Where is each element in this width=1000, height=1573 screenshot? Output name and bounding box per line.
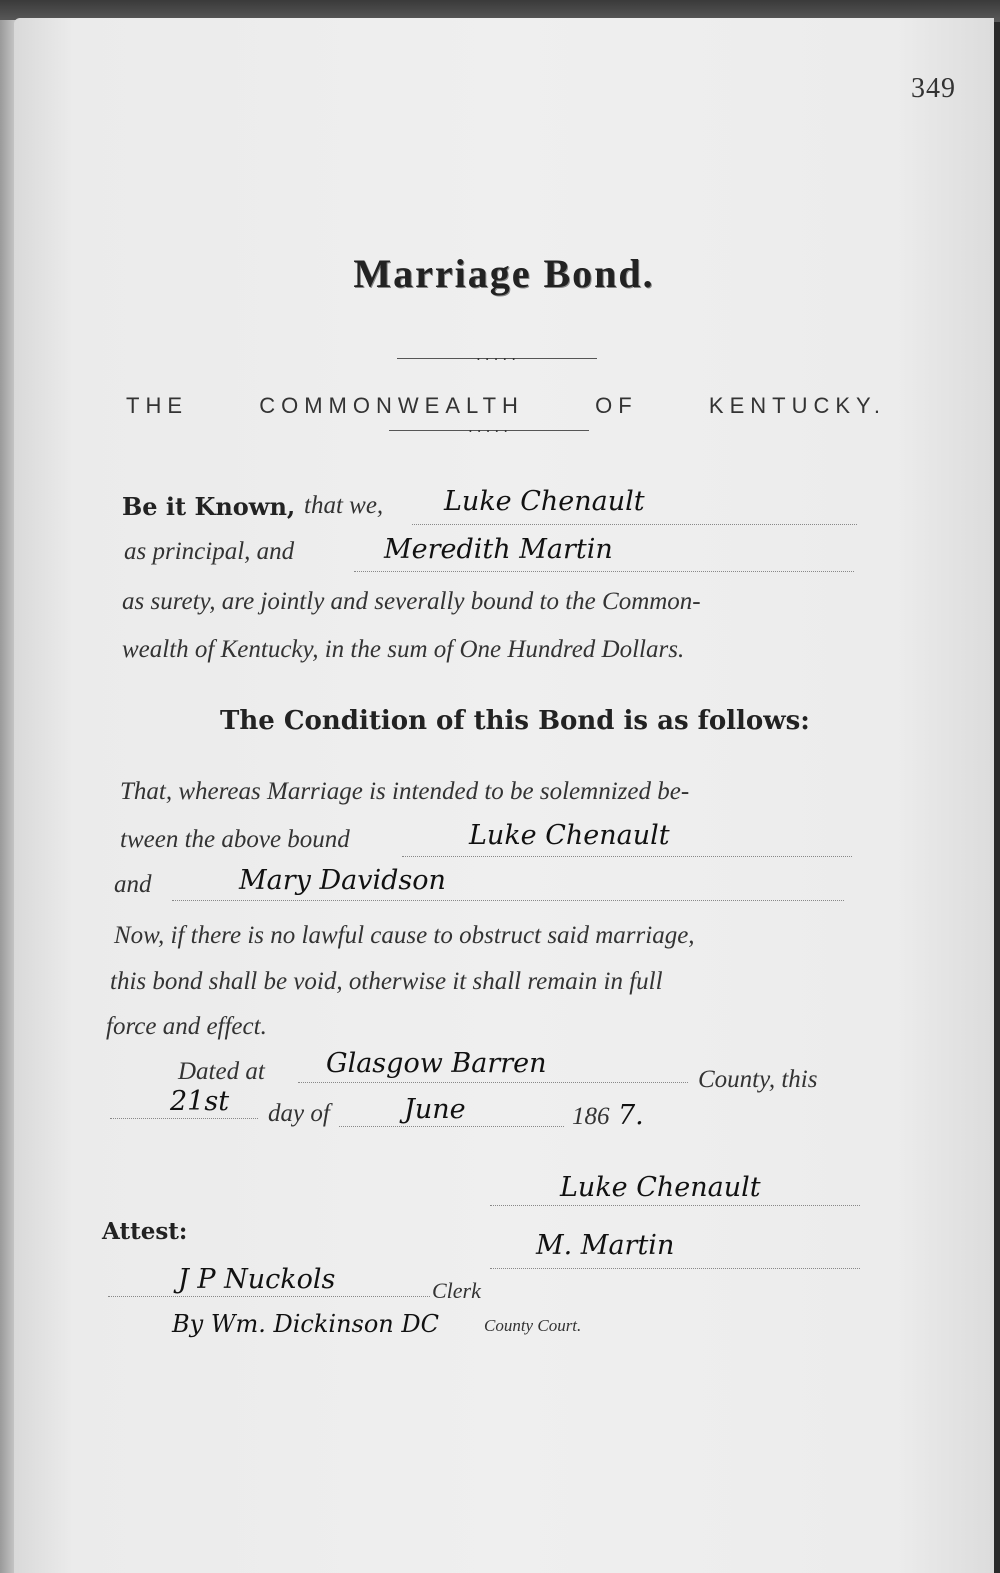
- year-suffix: 7.: [618, 1100, 644, 1131]
- year-prefix: 186: [572, 1103, 610, 1130]
- county-this-label: County, this: [698, 1066, 818, 1093]
- bride-name: Mary Davidson: [239, 865, 446, 896]
- groom-blank: [402, 856, 852, 857]
- clerk-label: Clerk: [432, 1278, 481, 1303]
- groom-name: Luke Chenault: [469, 820, 670, 851]
- month-blank: [339, 1126, 564, 1127]
- dated-month: June: [404, 1094, 466, 1125]
- page-number: 349: [911, 73, 956, 104]
- top-divider: • • • • •: [397, 358, 597, 359]
- place-blank: [298, 1082, 688, 1083]
- condition-heading: The Condition of this Bond is as follows:: [220, 706, 810, 736]
- principal-name: Luke Chenault: [444, 486, 645, 517]
- principal-signature: Luke Chenault: [560, 1172, 761, 1203]
- dated-day: 21st: [170, 1086, 230, 1117]
- principal-blank: [412, 524, 857, 525]
- condition-line-2: tween the above bound: [120, 826, 350, 853]
- surety-signature-line: [490, 1268, 860, 1269]
- attest-label: Attest:: [102, 1218, 188, 1245]
- condition-line-1: That, whereas Marriage is intended to be solemnized be-: [120, 778, 690, 805]
- intro-that-we: that we,: [304, 492, 384, 519]
- condition-line-3: Now, if there is no lawful cause to obstruct said marriage,: [114, 922, 695, 949]
- document-title: Marriage Bond.: [353, 251, 655, 296]
- day-blank: [110, 1118, 258, 1119]
- surety-name: Meredith Martin: [384, 534, 613, 565]
- county-court-label: County Court.: [484, 1316, 582, 1335]
- as-principal-label: as principal, and: [124, 538, 295, 565]
- condition-line-5: force and effect.: [106, 1013, 267, 1040]
- dated-place: Glasgow Barren: [326, 1048, 547, 1079]
- principal-signature-line: [490, 1205, 860, 1206]
- clerk-name: J P Nuckols: [178, 1264, 336, 1295]
- clerk-line: [108, 1296, 430, 1297]
- document-page: [14, 18, 994, 1573]
- jurisdiction-heading: THE COMMONWEALTH OF KENTUCKY.: [126, 393, 886, 418]
- and-label: and: [114, 871, 152, 898]
- surety-line: as surety, are jointly and severally bound to the Common-: [122, 588, 701, 615]
- sum-line: wealth of Kentucky, in the sum of One Hundred Dollars.: [122, 636, 685, 663]
- deputy-clerk: By Wm. Dickinson DC: [172, 1310, 439, 1338]
- day-of-label: day of: [268, 1100, 330, 1127]
- condition-line-4: this bond shall be void, otherwise it shall remain in full: [110, 968, 663, 995]
- dated-at-label: Dated at: [178, 1058, 265, 1085]
- bottom-divider: • • • • •: [389, 430, 589, 431]
- bride-blank: [172, 900, 844, 901]
- surety-blank: [354, 571, 854, 572]
- intro-lead: Be it Known,: [122, 492, 296, 521]
- surety-signature: M. Martin: [536, 1230, 675, 1261]
